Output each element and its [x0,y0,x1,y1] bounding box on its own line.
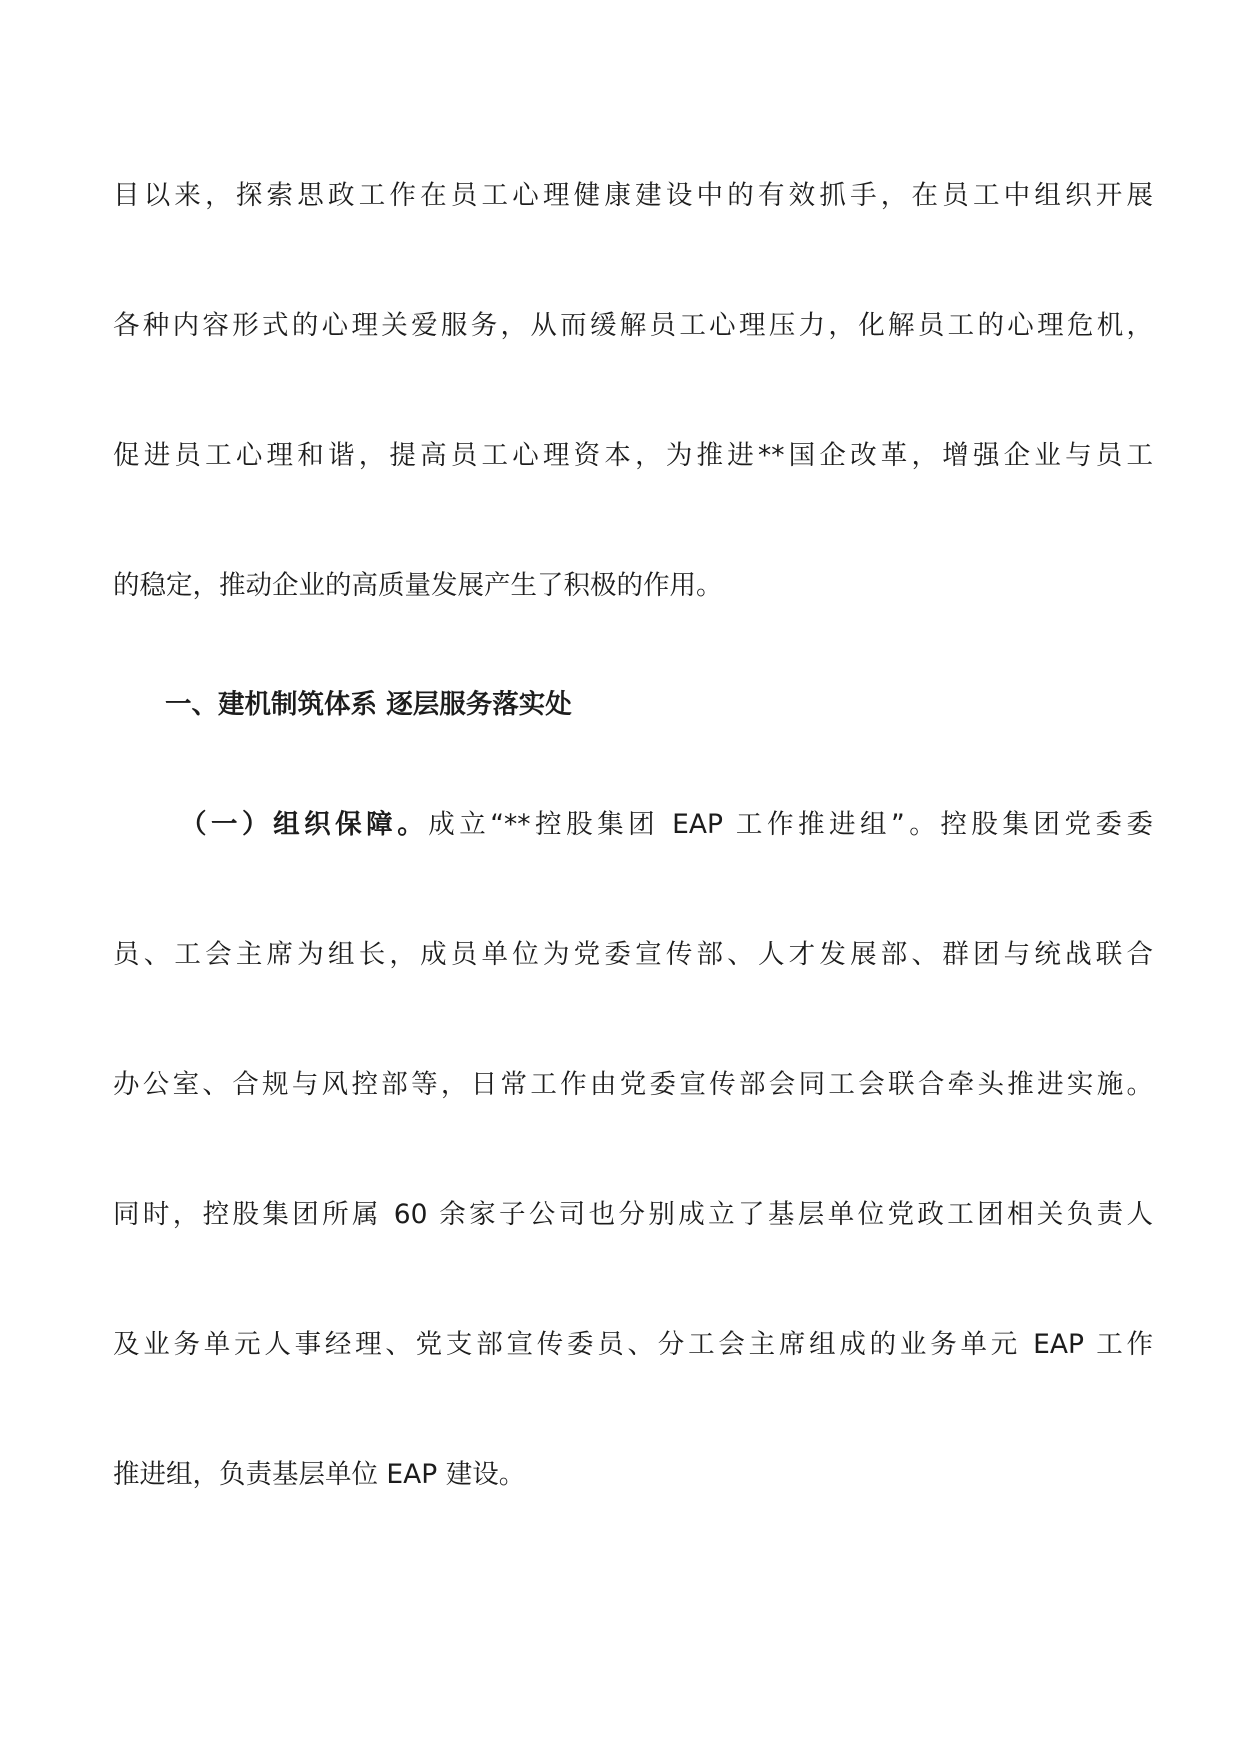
subsection-text: 成立“**控股集团 EAP 工作推进组”。控股集团党委委 [428,809,1153,840]
paragraph-line-1: 目以来，探索思政工作在员工心理健康建设中的有效抓手，在员工中组织开展 [113,180,1153,211]
paragraph-line-8: 办公室、合规与风控部等，日常工作由党委宣传部会同工会联合牵头推进实施。 [113,1069,1153,1100]
subsection-label: （一）组织保障。 [180,809,429,840]
paragraph-line-11: 推进组，负责基层单位 EAP 建设。 [113,1459,526,1490]
paragraph-line-7: 员、工会主席为组长，成员单位为党委宣传部、人才发展部、群团与统战联合 [113,939,1153,970]
paragraph-line-3: 促进员工心理和谐，提高员工心理资本，为推进**国企改革，增强企业与员工 [113,440,1153,471]
subsection-first-line [180,805,1153,845]
paragraph-line-10: 及业务单元人事经理、党支部宣传委员、分工会主席组成的业务单元 EAP 工作 [113,1329,1153,1360]
paragraph-line-9: 同时，控股集团所属 60 余家子公司也分别成立了基层单位党政工团相关负责人 [113,1199,1153,1230]
paragraph-line-4: 的稳定，推动企业的高质量发展产生了积极的作用。 [113,570,723,601]
section-heading: 一、建机制筑体系 逐层服务落实处 [165,689,572,720]
paragraph-line-2: 各种内容形式的心理关爱服务，从而缓解员工心理压力，化解员工的心理危机， [113,310,1153,341]
